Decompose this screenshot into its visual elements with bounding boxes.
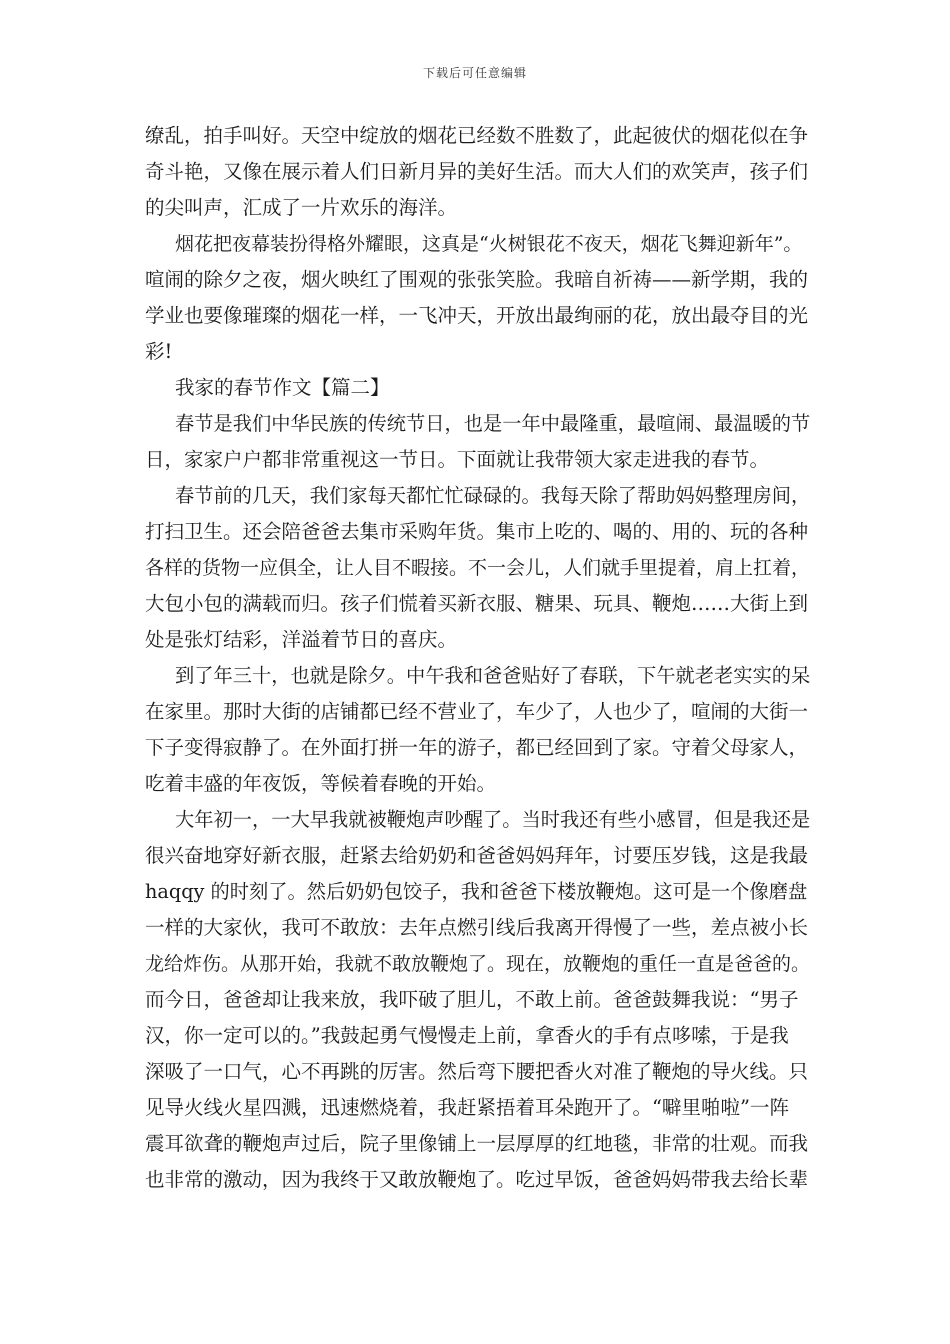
text-line: 我家的春节作文【篇二】 bbox=[175, 376, 390, 399]
text-line: 春节是我们中华民族的传统节日，也是一年中最隆重，最喧闹、最温暖的节 bbox=[175, 412, 811, 435]
text-line: 喧闹的除夕之夜，烟火映红了围观的张张笑脸。我暗自祈祷——新学期，我的 bbox=[145, 268, 809, 291]
text-line: 深吸了一口气，心不再跳的厉害。然后弯下腰把香火对准了鞭炮的导火线。只 bbox=[145, 1060, 809, 1083]
text-line: 春节前的几天，我们家每天都忙忙碌碌的。我每天除了帮助妈妈整理房间， bbox=[175, 484, 811, 507]
text-line: 彩! bbox=[145, 340, 173, 363]
text-line: 奇斗艳，又像在展示着人们日新月异的美好生活。而大人们的欢笑声，孩子们 bbox=[145, 160, 809, 183]
text-line: 一样的大家伙，我可不敢放：去年点燃引线后我离开得慢了一些，差点被小长 bbox=[145, 916, 809, 939]
text-line: 很兴奋地穿好新衣服，赶紧去给奶奶和爸爸妈妈拜年，讨要压岁钱，这是我最 bbox=[145, 844, 809, 867]
text-line: 吃着丰盛的年夜饭，等候着春晚的开始。 bbox=[145, 772, 497, 795]
text-line: 烟花把夜幕装扮得格外耀眼，这真是“火树银花不夜天，烟花飞舞迎新年”。 bbox=[175, 233, 803, 255]
text-line: 见导火线火星四溅，迅速燃烧着，我赶紧捂着耳朵跑开了。“噼里啪啦”一阵 bbox=[145, 1096, 789, 1119]
text-line: 打扫卫生。还会陪爸爸去集市采购年货。集市上吃的、喝的、用的、玩的各种 bbox=[145, 520, 809, 543]
text-line: 在家里。那时大街的店铺都已经不营业了，车少了，人也少了，喧闹的大街一 bbox=[145, 700, 809, 723]
text-line: 到了年三十，也就是除夕。中午我和爸爸贴好了春联，下午就老老实实的呆 bbox=[175, 664, 811, 687]
text-line: 日，家家户户都非常重视这一节日。下面就让我带领大家走进我的春节。 bbox=[145, 448, 770, 471]
text-line: 学业也要像璀璨的烟花一样，一飞冲天，开放出最绚丽的花，放出最夺目的光 bbox=[145, 304, 809, 327]
text-line: 处是张灯结彩，洋溢着节日的喜庆。 bbox=[145, 628, 458, 651]
text-line: 也非常的激动，因为我终于又敢放鞭炮了。吃过早饭，爸爸妈妈带我去给长辈 bbox=[145, 1168, 809, 1191]
text-line: 各样的货物一应俱全，让人目不暇接。不一会儿，人们就手里提着，肩上扛着， bbox=[145, 557, 811, 579]
text-line: 下子变得寂静了。在外面打拼一年的游子，都已经回到了家。守着父母家人， bbox=[145, 736, 809, 759]
text-line: 大年初一，一大早我就被鞭炮声吵醒了。当时我还有些小感冒，但是我还是 bbox=[175, 808, 811, 831]
text-line: 汉，你一定可以的。”我鼓起勇气慢慢走上前，拿香火的手有点哆嗦，于是我 bbox=[145, 1024, 789, 1047]
text-line: 震耳欲聋的鞭炮声过后，院子里像铺上一层厚厚的红地毯，非常的壮观。而我 bbox=[145, 1132, 809, 1155]
text-line: 大包小包的满载而归。孩子们慌着买新衣服、糖果、玩具、鞭炮……大街上到 bbox=[145, 592, 809, 615]
text-line: haqqy 的时刻了。然后奶奶包饺子，我和爸爸下楼放鞭炮。这可是一个像磨盘 bbox=[145, 880, 808, 903]
text-line: 而今日，爸爸却让我来放，我吓破了胆儿，不敢上前。爸爸鼓舞我说：“男子 bbox=[145, 988, 799, 1011]
page-header: 下载后可任意编辑 bbox=[422, 66, 527, 80]
text-line: 缭乱，拍手叫好。天空中绽放的烟花已经数不胜数了，此起彼伏的烟花似在争 bbox=[145, 124, 809, 147]
text-line: 龙给炸伤。从那开始，我就不敢放鞭炮了。现在，放鞭炮的重任一直是爸爸的。 bbox=[145, 953, 811, 975]
text-line: 的尖叫声，汇成了一片欢乐的海洋。 bbox=[145, 196, 458, 219]
document-body bbox=[145, 118, 810, 1198]
